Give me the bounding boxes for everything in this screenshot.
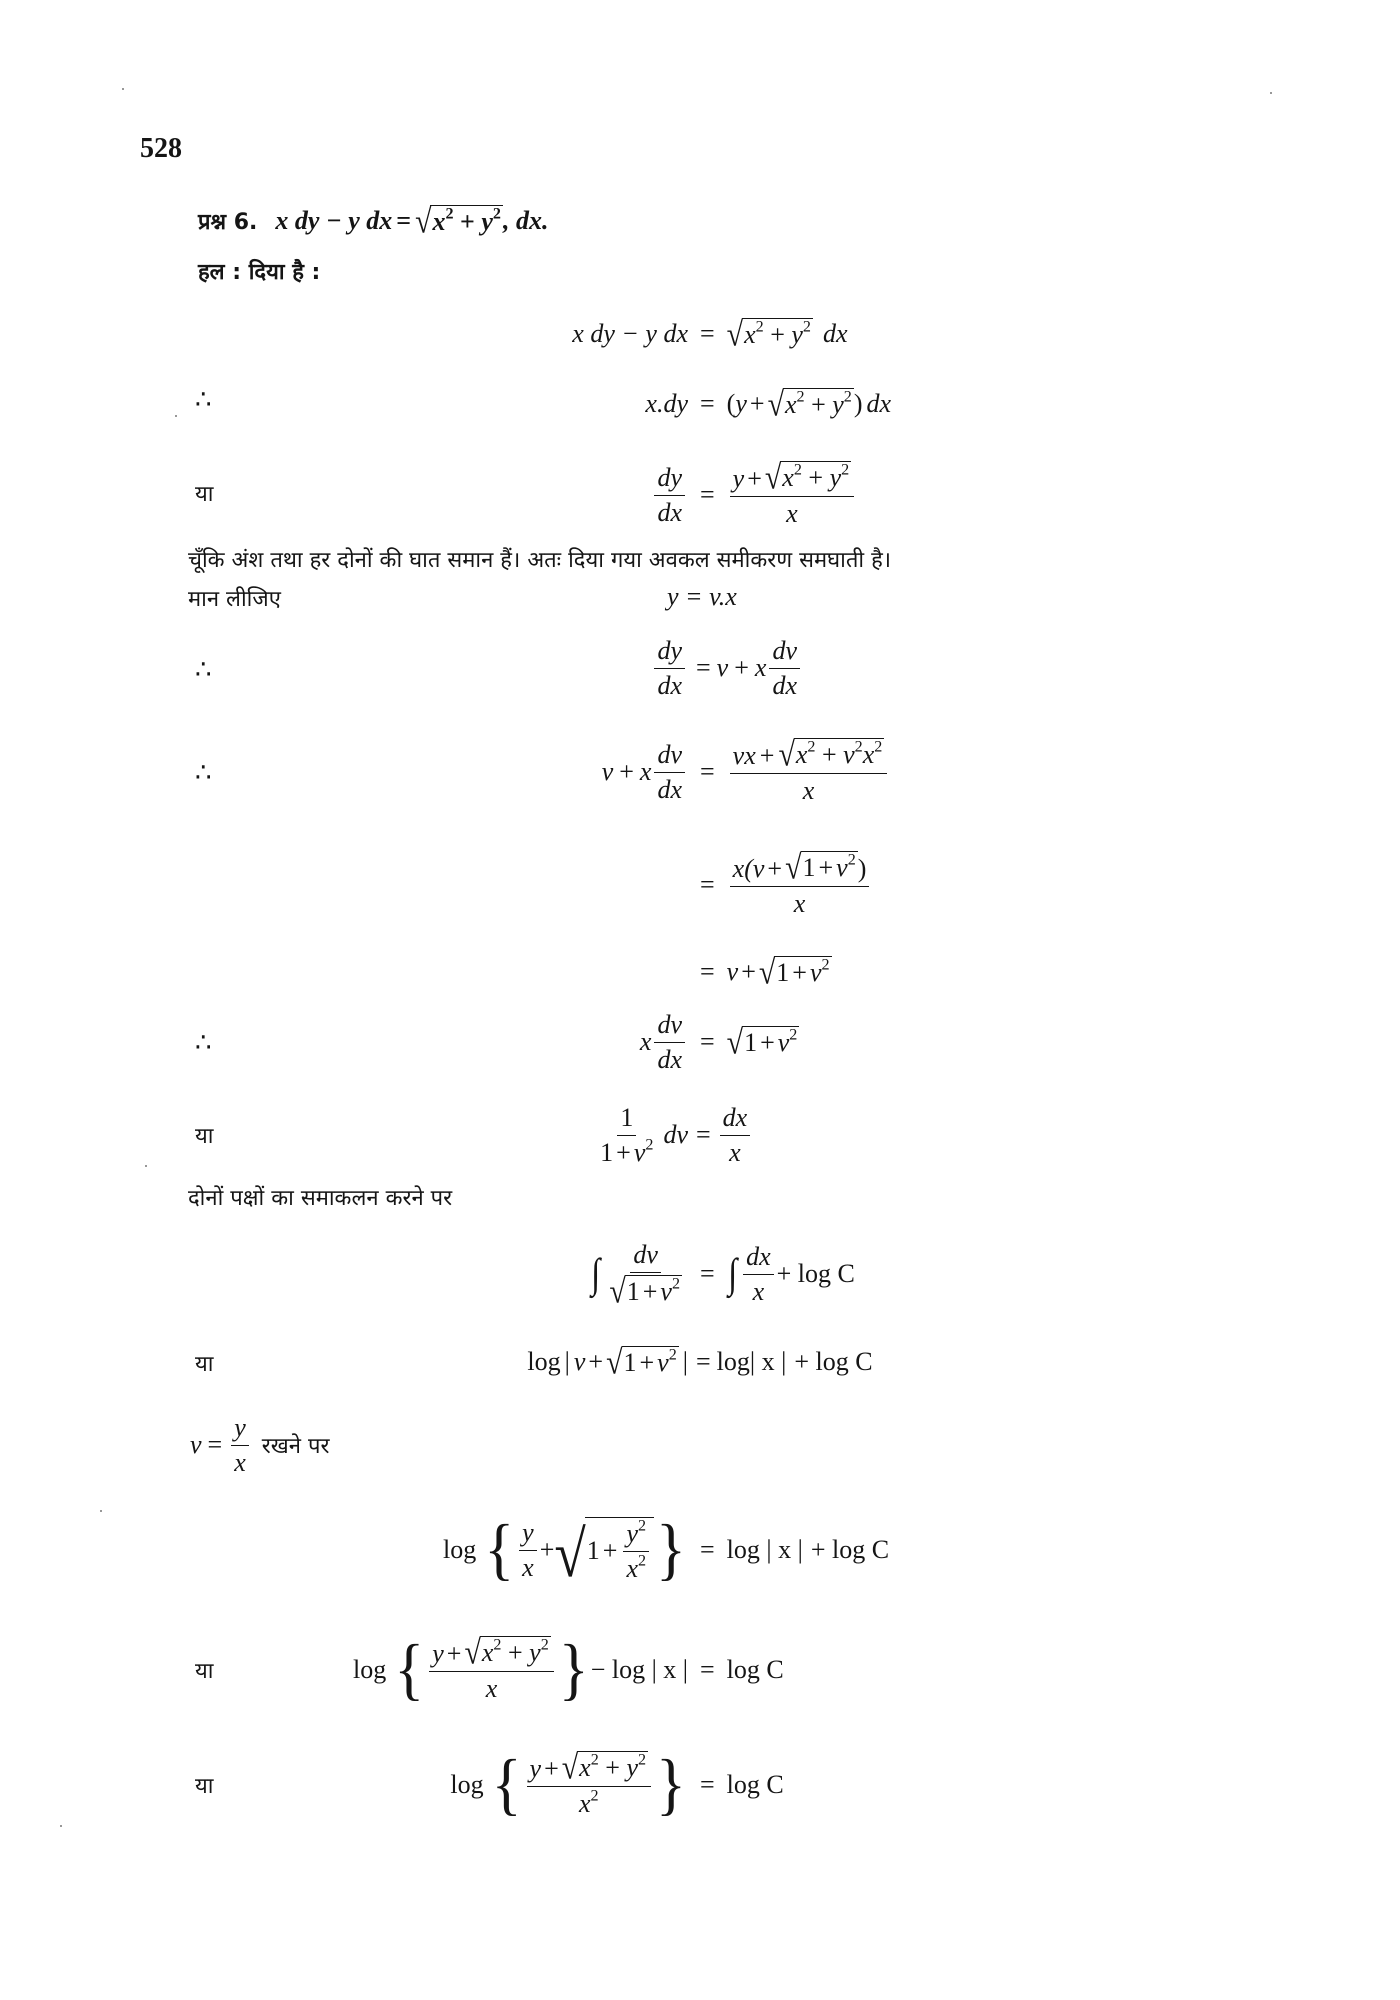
therefore-symbol: ∴ [195,1028,212,1058]
page-number: 528 [140,133,182,164]
or-label: या [195,1659,214,1684]
therefore-symbol: ∴ [195,758,212,788]
homogeneous-note: चूँकि अंश तथा हर दोनों की घात समान हैं। अतः दिया गया अवकल समीकरण समघाती है। [188,548,892,573]
integral-icon: ∫ [727,1250,737,1297]
equation-step-8: x $\frac{dv}{dx}$ = √ $1 + v^2$ [639,1009,798,1074]
integrate-note: दोनों पक्षों का समाकलन करने पर [188,1186,453,1211]
radical-icon: √ [415,202,432,241]
solution-heading: हल : दिया है : [198,260,321,285]
equation-step-10: ∫ dv √ $1 + v^2$ = ∫ $\frac{dx}{x}$ + log C [591,1240,855,1311]
equals-sign: = [396,205,412,235]
scan-speck [1270,92,1272,94]
assume-label: मान लीजिए [188,587,281,612]
substitute-label: रखने पर [261,1434,330,1459]
question-label: प्रश्न 6. [198,209,258,235]
question-lhs: x dy − y dx [275,205,393,235]
question-tail: , dx. [502,205,549,235]
question-line [198,202,549,241]
scan-speck [122,88,124,90]
equation-step-5: v + x $\frac{dv}{dx}$ = vx + √ $x^2 + v^2x^2$ x [0,732,1400,812]
left-brace-icon: { [491,1746,522,1823]
or-label: या [195,1774,214,1799]
step-lhs: x dy − y dx [572,319,688,348]
or-label: या [195,1352,214,1377]
therefore-symbol: ∴ [195,655,212,685]
radical-icon: √ [726,315,744,354]
equation-step-4: $\frac{dy}{dx}$ = v + x $\frac{dv}{dx}$ [0,628,1400,708]
radical-icon: √ [767,385,784,424]
left-brace-icon: { [394,1631,425,1708]
right-brace-icon: } [558,1631,589,1708]
equation-step-11: log | v + √ $1 + v^2$ | = log| x | + log C [527,1343,873,1382]
right-brace-icon: } [656,1746,686,1823]
equation-step-2: x.dy = ( y + √ $x^2 + y^2$ ) dx [645,385,892,424]
equation-step-1: x dy − y dx = √ $x^2 + y^2$ dx [572,315,848,354]
assume-equation: y = v.x [667,582,737,611]
left-brace-icon: { [484,1511,515,1588]
equation-step-6: = x(v + √ $1 + v^2$ ) x [0,845,1400,925]
equation-step-7: = v + √ $1 + v^2$ [700,953,830,992]
right-brace-icon: } [656,1511,686,1588]
substitution-line: v = $\frac{y}{x}$ रखने पर [190,1412,330,1477]
equation-step-3: $\frac{dy}{dx}$ = y + √ $x^2 + y^2$ x [0,455,1400,535]
equation-step-15: log { y + √ $x^2 + y^2$ $x^2$ } = log C [450,1746,784,1823]
equation-step-14: log { y + √ $x^2 + y^2$ x } − log | x | = log C [353,1631,784,1708]
sqrt-expression: √ $x^2 + y^2$ [415,202,501,241]
or-label: या [195,1124,214,1149]
or-label: या [195,482,214,507]
integral-icon: ∫ [591,1250,601,1297]
therefore-symbol: ∴ [195,385,212,415]
equation-step-9: $\frac{1}{1 + v^2}$ dv = $\frac{dx}{x}$ [0,1095,1400,1175]
equation-step-13: log { $\frac{y}{x}$ + √ 1 + $\frac{y^2}{x^2}$ } = log | x | + log C [442,1511,890,1591]
